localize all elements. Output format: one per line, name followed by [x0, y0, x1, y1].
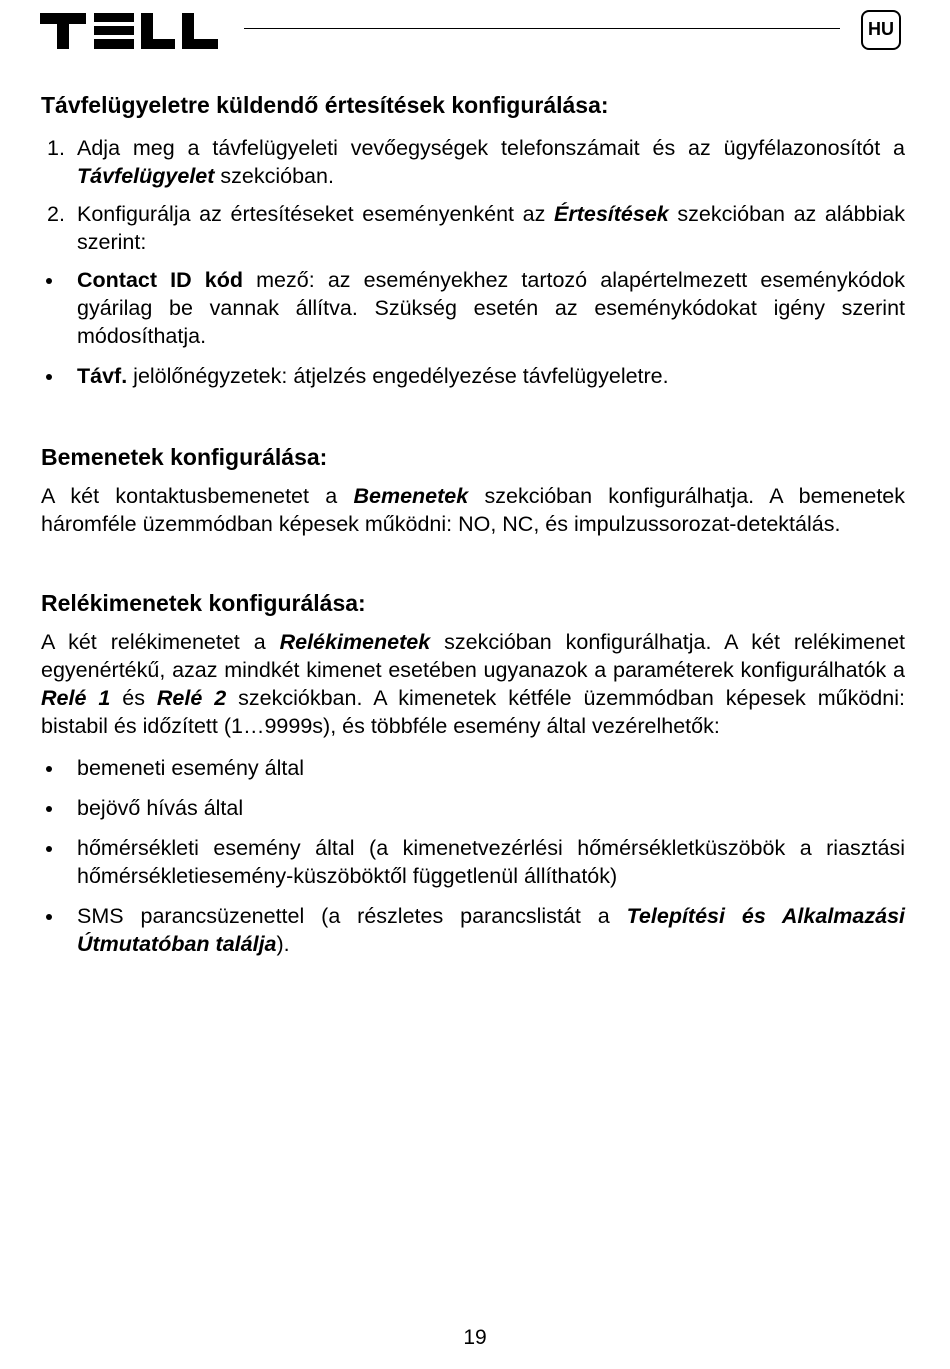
page-number: 19 [463, 1326, 487, 1349]
relay-bullets [41, 754, 905, 958]
bullet-text: jelölőnégyzetek: átjelzés engedélyezése távfelügyeletre. [127, 364, 669, 388]
paragraph-text: szekciókban. A kimenetek kétféle üzemmódban képesek működni: bistabil és időzített (1…9999s), és többféle esemény által vezérelhetők: [41, 686, 905, 738]
paragraph-emphasis: Bemenetek [353, 484, 469, 508]
bullet-item: bejövő hívás által [41, 794, 905, 822]
paragraph-emphasis: Relé 1 [41, 686, 111, 710]
section-title-remote-monitoring: Távfelügyeletre küldendő értesítések konfigurálása: [41, 92, 609, 118]
bullet-text: ). [276, 932, 290, 956]
notification-bullets [41, 266, 905, 390]
bullet-item: hőmérsékleti esemény által (a kimenetvezérlési hőmérsékletküszöbök a riasztási hőmérsékletiesemény-küszöböktől függetlenül állíthatók) [41, 834, 905, 890]
step-number: 2. [47, 202, 65, 226]
step-item [41, 200, 905, 256]
paragraph-text: szekcióban konfigurálhatja. A bemenetek háromféle üzemmódban képesek működni: NO, NC, és impulzussorozat-detektálás. [41, 484, 906, 536]
bullet-text: SMS parancsüzenettel (a részletes parancslistát a [77, 904, 627, 928]
paragraph-text: A két kontaktusbemenetet a [41, 484, 354, 508]
step-number: 1. [47, 136, 65, 160]
section-title-inputs: Bemenetek konfigurálása: [41, 444, 328, 470]
paragraph-emphasis: Relékimenetek [279, 630, 431, 654]
step-text: szekcióban az alábbiak szerint: [77, 202, 905, 254]
paragraph-text: A két relékimenetet a [41, 630, 280, 654]
section-title-relay-outputs: Relékimenetek konfigurálása: [41, 590, 366, 616]
inputs-paragraph [41, 482, 905, 538]
step-emphasis: Távfelügyelet [77, 164, 215, 188]
page-header [0, 0, 950, 70]
bullet-item: bemeneti esemény által [41, 754, 905, 782]
step-emphasis: Értesítések [554, 202, 669, 226]
paragraph-text: szekcióban konfigurálhatja. A két relékimenet egyenértékű, azaz mindkét kimenet esetében ugyanazok a paraméterek konfigurálhatók a [41, 630, 906, 682]
bullet-label: Távf. [77, 364, 128, 388]
bullet-item [41, 362, 905, 390]
steps-list [41, 134, 905, 256]
step-text: Konfigurálja az értesítéseket eseményenként az [77, 202, 554, 226]
language-badge: HU [861, 10, 901, 50]
header-divider [244, 28, 840, 29]
paragraph-emphasis: Relé 2 [156, 686, 227, 710]
bullet-label: Contact ID kód [77, 268, 244, 292]
paragraph-text: és [110, 686, 157, 710]
step-text: Adja meg a távfelügyeleti vevőegységek telefonszámait és az ügyfélazonosítót a [77, 136, 905, 160]
page-content [41, 88, 905, 970]
bullet-emphasis: Telepítési és Alkalmazási Útmutatóban találja [77, 904, 906, 956]
bullet-item [41, 266, 905, 350]
relay-paragraph [41, 628, 905, 740]
step-item [41, 134, 905, 190]
bullet-item [41, 902, 905, 958]
bullet-text: mező: az eseményekhez tartozó alapértelmezett eseménykódok gyárilag be vannak állítva. Szükség esetén az eseménykódokat igény szerint módosíthatja. [77, 268, 905, 348]
step-text: szekcióban. [214, 164, 334, 188]
tell-logo [40, 12, 220, 50]
